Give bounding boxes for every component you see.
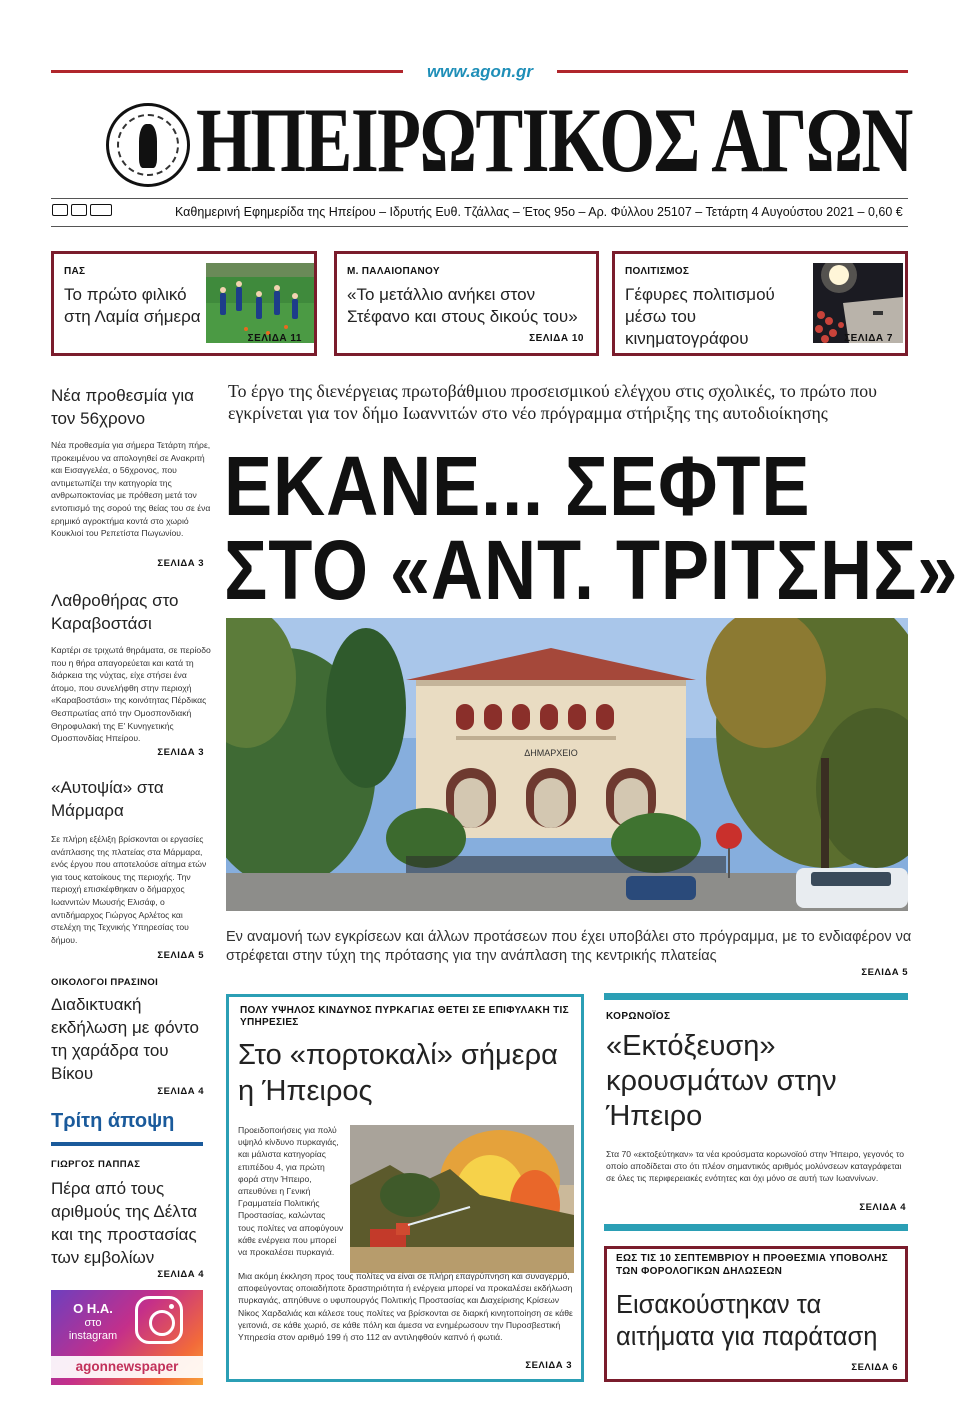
main-photo-caption: Εν αναμονή των εγκρίσεων και άλλων προτάσεων που έχει υποβάλει στο πρόγραμμα, με το ενδιαφέρον να στρέφεται στην τύχη της πρότασης για την ανάπλαση της κεντρικής πλατείας: [226, 929, 912, 964]
instagram-promo-text: Ο Η.Α. στο instagram: [68, 1301, 118, 1342]
left-story-1-body: Νέα προθεσμία για σήμερα Τετάρτη πήρε, προκειμένου να απολογηθεί σε Ανακριτή και Εισαγγελέα, ο 56χρονος, που αντιμετωπίζει την κατηγορία της ανθρωποκτονίας με πρόθεση μετά τον εντοπισμό της σορού της θείας του σε ένα ερημικό αγροκτήμα κοντά στο χωριό Κουκλιοί του Ρεπετίστα Πωγωνίου.: [51, 440, 211, 539]
issue-info-line: Καθημερινή Εφημερίδα της Ηπείρου – Ιδρυτής Ευθ. Τζάλλας – Έτος 95ο – Αρ. Φύλλου 25107 – Τετάρτη 4 Αυγούστου 2021 – 0,60 €: [175, 205, 903, 219]
fire-story-body-top: Προειδοποιήσεις για πολύ υψηλό κίνδυνο πυρκαγιάς, και μάλιστα κατηγορίας επιπέδου 4, για πρώτη φορά στην Ήπειρο, απευθύνει η Γενική Γραμματεία Πολιτικής Προστασίας, καλώντας τους πολίτες να αποφύγουν κάθε ενέργεια που μπορεί να προκαλέσει πυρκαγιά.: [238, 1125, 344, 1258]
left-story-3-page: ΣΕΛΙΔΑ 5: [157, 950, 204, 961]
third-view-rule: [51, 1142, 203, 1146]
teaser-title: Το πρώτο φιλικό στη Λαμία σήμερα: [64, 285, 201, 326]
publisher-icon: [90, 204, 112, 216]
instagram-promo[interactable]: [51, 1290, 203, 1385]
masthead-title: ΗΠΕΙΡΩΤΙΚΟΣ ΑΓΩΝ: [196, 89, 912, 191]
left-story-3-body: Σε πλήρη εξέλιξη βρίσκονται οι εργασίες ανάπλασης της πλατείας στα Μάρμαρα, ενός έργου που αποτελούσε αίτημα ετών για τους κατοίκους της περιοχής. Την περιοχή επισκέφθηκαν ο δήμαρχος Ιωαννιτών Μωυσής Ελισάφ, ο αντιδήμαρχος Γιώργος Αρλέτος και στελέχη της Τεχνικής Υπηρεσίας του δήμου.: [51, 834, 207, 945]
third-view-heading: Τρίτη άποψη: [51, 1110, 175, 1132]
header-rule-left: [51, 70, 403, 73]
main-story-page: ΣΕΛΙΔΑ 5: [861, 967, 908, 978]
third-view-page: ΣΕΛΙΔΑ 4: [157, 1269, 204, 1280]
town-hall-sign: ΔΗΜΑΡΧΕΙΟ: [524, 748, 578, 758]
football-practice-photo: [206, 263, 314, 343]
main-story-deck: Το έργο της διενέργειας πρωτοβάθμιου προσεισμικού ελέγχου στις σχολικές, το πρώτο που εγκρίνεται για τον δήμο Ιωαννιτών στο νέο πρόγραμμα στήριξης της αυτοδιοίκησης: [228, 381, 877, 423]
covid-page: ΣΕΛΙΔΑ 4: [859, 1202, 906, 1213]
covid-bottom-bar: [604, 1224, 908, 1231]
main-headline-line-2[interactable]: ΣΤΟ «ΑΝΤ. ΤΡΙΤΣΗΣ»: [224, 523, 959, 617]
left-story-1-page: ΣΕΛΙΔΑ 3: [157, 558, 204, 569]
covid-kicker: ΚΟΡΩΝΟΪΟΣ: [606, 1011, 671, 1022]
instagram-icon: [135, 1296, 183, 1344]
left-story-4-title[interactable]: Διαδικτυακή εκδήλωση με φόντο τη χαράδρα του Βίκου: [51, 995, 199, 1083]
header-rule-right: [557, 70, 908, 73]
teaser-kicker: Μ. ΠΑΛΑΙΟΠΑΝΟΥ: [347, 266, 440, 277]
third-view-author: ΓΙΩΡΓΟΣ ΠΑΠΠΑΣ: [51, 1159, 141, 1170]
left-story-2-title[interactable]: Λαθροθήρας στο Καραβοστάσι: [51, 591, 179, 633]
fire-story-title[interactable]: Στο «πορτοκαλί» σήμερα η Ήπειρος: [238, 1039, 558, 1107]
publisher-icon: [52, 204, 68, 216]
teaser-politismos[interactable]: [612, 251, 908, 356]
publisher-icons: [52, 204, 116, 218]
left-story-4-kicker: ΟΙΚΟΛΟΓΟΙ ΠΡΑΣΙΝΟΙ: [51, 977, 159, 988]
covid-title[interactable]: «Εκτόξευση» κρουσμάτων στην Ήπειρο: [606, 1030, 837, 1132]
tax-page: ΣΕΛΙΔΑ 6: [851, 1362, 898, 1373]
teaser-kicker: ΠΑΣ: [64, 266, 86, 277]
fire-story-page: ΣΕΛΙΔΑ 3: [525, 1360, 572, 1371]
town-hall-photo: [226, 618, 908, 911]
left-story-2-page: ΣΕΛΙΔΑ 3: [157, 747, 204, 758]
cinema-event-photo: [813, 263, 903, 343]
covid-body: Στα 70 «εκτοξεύτηκαν» τα νέα κρούσματα κορωνοϊού στην Ήπειρο, γεγονός το οποίο αποδίδεται στο ότι πλέον σημαντικός αριθμός μολύνσεων καταγράφεται σε όλες τις περιφερειακές ενότητες και όχι μόνο σε αυτή των Ιωαννίνων.: [606, 1149, 905, 1184]
fire-story-kicker: ΠΟΛΥ ΥΨΗΛΟΣ ΚΙΝΔΥΝΟΣ ΠΥΡΚΑΓΙΑΣ ΘΕΤΕΙ ΣΕ ΕΠΙΦΥΛΑΚΗ ΤΙΣ ΥΠΗΡΕΣΙΕΣ: [240, 1005, 569, 1028]
wildfire-photo: [350, 1125, 574, 1273]
teaser-palaiopanou[interactable]: [334, 251, 599, 356]
left-story-3-title[interactable]: «Αυτοψία» στα Μάρμαρα: [51, 778, 164, 820]
teaser-page-ref: ΣΕΛΙΔΑ 7: [844, 333, 893, 344]
newspaper-seal-logo: [106, 103, 190, 187]
left-story-4-page: ΣΕΛΙΔΑ 4: [157, 1086, 204, 1097]
third-view-title[interactable]: Πέρα από τους αριθμούς της Δέλτα και της προστασίας των εμβολίων: [51, 1179, 198, 1267]
website-url[interactable]: www.agon.gr: [426, 62, 534, 81]
main-headline-line-1[interactable]: ΕΚΑΝΕ... ΣΕΦΤΕ: [224, 439, 811, 533]
header-divider-bottom: [51, 226, 908, 227]
tax-kicker: ΕΩΣ ΤΙΣ 10 ΣΕΠΤΕΜΒΡΙΟΥ Η ΠΡΟΘΕΣΜΙΑ ΥΠΟΒΟΛΗΣ ΤΩΝ ΦΟΡΟΛΟΓΙΚΩΝ ΔΗΛΩΣΕΩΝ: [616, 1253, 888, 1277]
teaser-title: «Το μετάλλιο ανήκει στον Στέφανο και στους δικούς του»: [347, 285, 578, 326]
header-divider-top: [51, 198, 908, 199]
left-story-1-title[interactable]: Νέα προθεσμία για τον 56χρονο: [51, 386, 195, 428]
instagram-handle[interactable]: agonnewspaper: [51, 1356, 203, 1378]
covid-top-bar: [604, 993, 908, 1000]
left-story-2-body: Καρτέρι σε τριχωτά θηράματα, σε περίοδο που η θήρα απαγορεύεται και κατά τη διάρκεια της νύχτας, είχε στήσει ένα άτομο, που συνελήφθη στην περιοχή «Καραβοστάσι» της κοινότητας Πέρδικας Θεσπρωτίας από την Ομοσπονδιακή Θηροφυλακή της Ε' Κυνηγετικής Ομοσπονδίας Ηπείρου.: [51, 645, 211, 744]
tax-title[interactable]: Εισακούστηκαν τα αιτήματα για παράταση: [616, 1291, 878, 1351]
teaser-title: Γέφυρες πολιτισμού μέσω του κινηματογράφου: [625, 285, 775, 348]
teaser-kicker: ΠΟΛΙΤΙΣΜΟΣ: [625, 266, 690, 277]
teaser-page-ref: ΣΕΛΙΔΑ 11: [247, 333, 302, 344]
fire-story-body-bottom: Μια ακόμη έκκληση προς τους πολίτες να είναι σε πλήρη επαγρύπνηση και συναγερμό, αποφεύγοντας οποιαδήποτε δραστηριότητα ή ενέργεια μπορεί να προκαλέσει εκδήλωση πυρκαγιάς, απηύθυνε ο υφυπουργός Πολιτικής Προστασίας και Διαχείρισης Κρίσεων Νίκος Χαρδαλιάς και κάλεσε τους πολίτες να βρίσκονται σε διαρκή κινητοποίηση σε κάθε γειτονιά, σε κάθε χωριό, σε κάθε πόλη και άμεσα να ενημέρωσουν την Πυροσβεστική Υπηρεσία στον αριθμό 199 ή στο 112 αν αντιληφθούν καπνό ή φωτιά.: [238, 1271, 573, 1343]
teaser-pas[interactable]: [51, 251, 317, 356]
teaser-page-ref: ΣΕΛΙΔΑ 10: [529, 333, 584, 344]
publisher-icon: [71, 204, 87, 216]
